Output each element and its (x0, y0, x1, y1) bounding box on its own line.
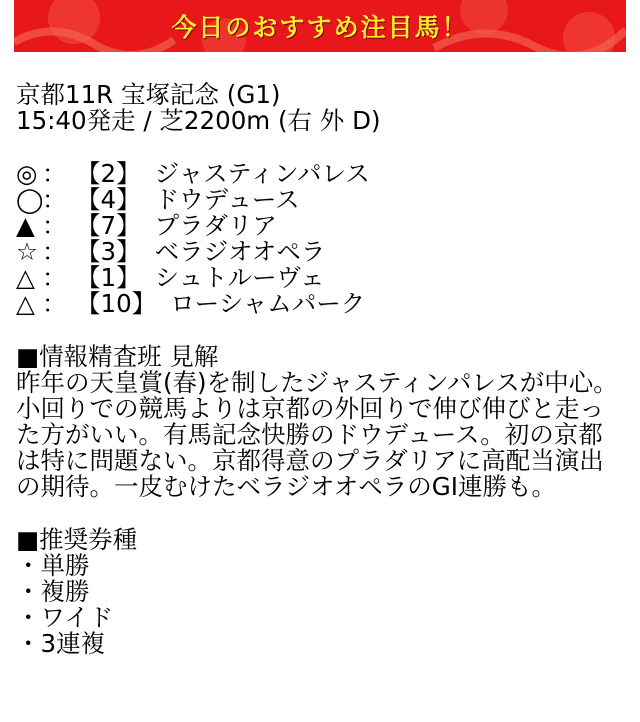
pick-horse: ローシャムパーク (170, 289, 366, 318)
pick-mark: ▲ (16, 211, 35, 240)
bet-item: ・複勝 (16, 577, 90, 606)
bets-list (16, 553, 624, 657)
pick-mark: ◎ (16, 159, 38, 188)
pick-mark: △ (16, 289, 35, 318)
analysis-body: 昨年の天皇賞(春)を制したジャスティンパレスが中心。小回りでの競馬よりは京都の外回りで伸び伸びと走った方がいい。有馬記念快勝のドウデュース。初の京都は特に問題ない。京都得意のプラダリアに高配当演出の期待。一皮むけたベラジオオペラのGI連勝も。 (16, 368, 618, 501)
pick-row (16, 239, 624, 265)
bets-heading: ■推奨券種 (16, 525, 138, 554)
pick-row (16, 291, 624, 317)
pick-separator: ： (42, 237, 67, 266)
pick-separator: ： (42, 185, 67, 214)
pick-separator: ： (42, 159, 67, 188)
pick-row (16, 265, 624, 291)
pick-row (16, 213, 624, 239)
pick-separator: ： (42, 263, 67, 292)
bet-item: ・3連複 (16, 629, 106, 658)
pick-number: 【3】 (76, 237, 141, 266)
race-detail: 15:40発走 / 芝2200m (右 外 D) (16, 106, 381, 135)
pick-horse: プラダリア (154, 211, 277, 240)
banner-title: 今日のおすすめ注目馬！ (171, 13, 469, 42)
pick-number: 【4】 (76, 185, 141, 214)
picks-list (16, 161, 624, 317)
pick-number: 【2】 (76, 159, 141, 188)
article-content (16, 82, 624, 657)
pick-number: 【7】 (76, 211, 141, 240)
pick-horse: シュトルーヴェ (154, 263, 325, 292)
pick-separator: ： (42, 289, 67, 318)
pick-mark: ☆ (16, 237, 38, 266)
bet-item: ・単勝 (16, 551, 90, 580)
bet-item: ・ワイド (16, 603, 114, 632)
pick-row (16, 161, 624, 187)
race-name: 京都11R 宝塚記念 (G1) (16, 80, 281, 109)
pick-row (16, 187, 624, 213)
pick-mark: ◯ (16, 185, 44, 214)
pick-number: 【1】 (76, 263, 141, 292)
analysis-heading: ■情報精査班 見解 (16, 342, 219, 371)
pick-horse: ドウデュース (154, 185, 300, 214)
pick-number: 【10】 (76, 289, 157, 318)
pick-horse: ベラジオオペラ (154, 237, 326, 266)
header-banner (14, 0, 626, 52)
pick-mark: △ (16, 263, 35, 292)
pick-horse: ジャスティンパレス (154, 159, 370, 188)
pick-separator: ： (42, 211, 67, 240)
